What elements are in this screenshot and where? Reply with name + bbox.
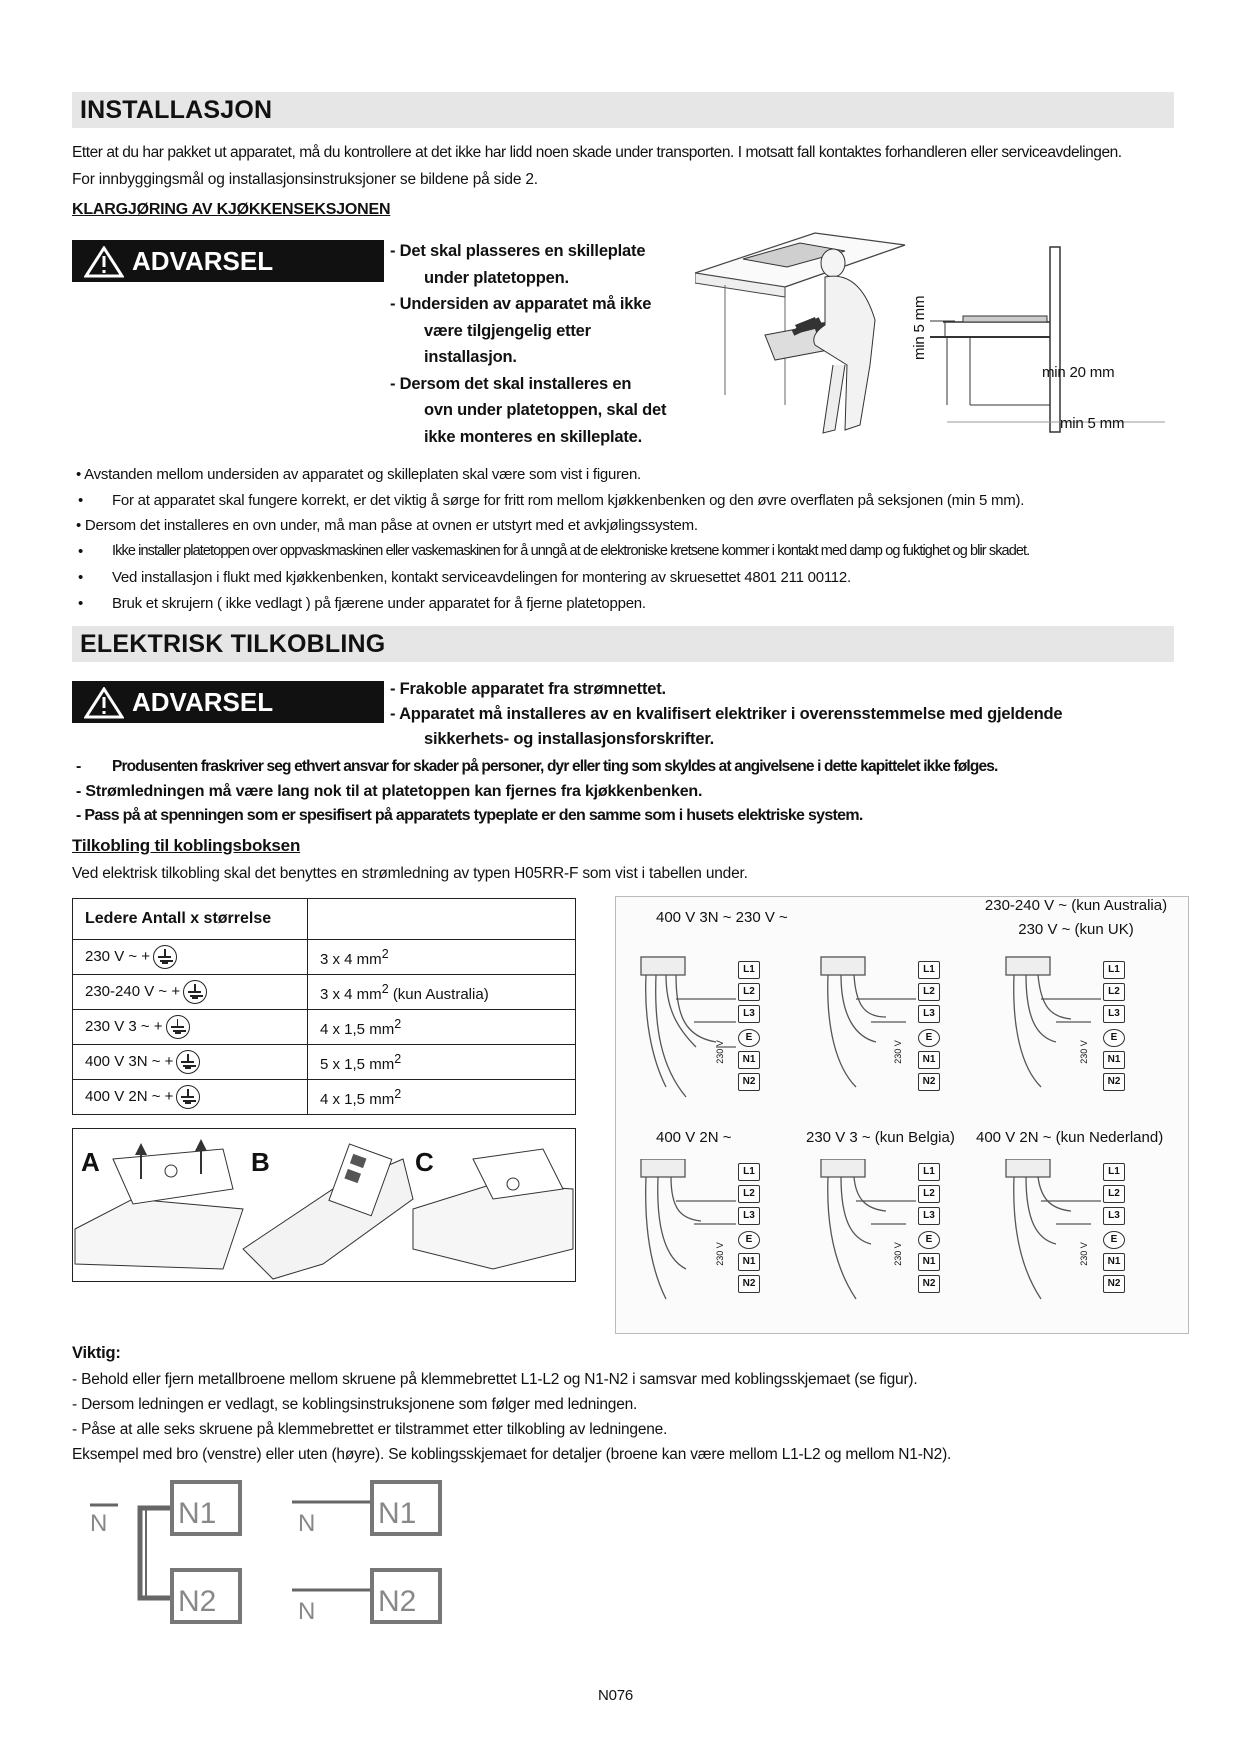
warning-banner-electrical — [72, 681, 384, 723]
terminal-l3: L3 — [918, 1207, 940, 1225]
figure-letter-a: A — [81, 1147, 100, 1177]
table-cell-cable — [308, 1010, 576, 1045]
terminal-n1: N1 — [1103, 1051, 1125, 1069]
wiring-label: 230-240 V ~ (kun Australia) — [984, 897, 1168, 914]
wiring-label: 400 V 3N ~ 230 V ~ — [656, 909, 788, 926]
junction-box-subheading: Tilkobling til koblingsboksen — [72, 836, 301, 855]
installation-intro-2: For innbyggingsmål og installasjonsinstruksjoner se bildene på side 2. — [72, 171, 538, 188]
cable-text: 4 x 1,5 mm — [320, 1090, 395, 1108]
supply-text: 400 V 2N ~ + — [85, 1087, 174, 1105]
voltage-tag: 230 V — [1078, 1242, 1089, 1266]
warning-line: - Apparatet må installeres av en kvalifisert elektriker i overensstemmelse med gjeldende — [390, 705, 1063, 723]
wiring-label: 400 V 2N ~ (kun Nederland) — [976, 1129, 1164, 1146]
warning-triangle-icon — [84, 687, 124, 719]
supply-text: 400 V 3N ~ + — [85, 1052, 174, 1070]
table-cell-cable — [308, 1080, 576, 1115]
table-row — [73, 1010, 576, 1045]
abc-figure — [72, 1128, 576, 1282]
cable-text: 4 x 1,5 mm — [320, 1020, 395, 1038]
table-cell-cable — [308, 940, 576, 975]
table-cell-cable — [308, 975, 576, 1010]
voltage-tag: 230 V — [714, 1040, 725, 1064]
wiring-label: 230 V ~ (kun UK) — [1018, 921, 1134, 938]
terminal-n2: N2 — [1103, 1073, 1125, 1091]
warning-line: være tilgjengelig etter — [424, 321, 591, 340]
table-header-empty — [308, 899, 576, 940]
warning-line: ikke monteres en skilleplate. — [424, 427, 642, 446]
bullet-dot: • — [78, 569, 84, 586]
installation-bullet: Ved installasjon i flukt med kjøkkenbenken, kontakt serviceavdelingen for montering av skruesettet 4801 211 00112. — [112, 569, 851, 586]
voltage-check-line: - Pass på at spenningen som er spesifisert på apparatets typeplate er den samme som i husets elektriske system. — [76, 807, 863, 824]
cable-text: 5 x 1,5 mm — [320, 1055, 395, 1073]
terminal-l3: L3 — [738, 1005, 760, 1023]
electrical-section-bar — [72, 626, 1174, 662]
voltage-tag: 230 V — [714, 1242, 725, 1266]
warning-line: sikkerhets- og installasjonsforskrifter. — [424, 730, 715, 748]
cable-text: 3 x 4 mm — [320, 950, 382, 968]
terminal-l2: L2 — [918, 983, 940, 1001]
cable-sup: 2 — [394, 1051, 402, 1066]
warning-triangle-icon — [84, 246, 124, 278]
figure-letter-b: B — [251, 1147, 270, 1177]
table-cell-supply — [73, 940, 308, 975]
warning-label: ADVARSEL — [132, 687, 274, 717]
table-cell-supply — [73, 1010, 308, 1045]
terminal-earth: E — [1103, 1029, 1125, 1047]
electrical-warning-text — [390, 677, 1062, 752]
cable-length-line: - Strømledningen må være lang nok til at platetoppen kan fjernes fra kjøkkenbenken. — [76, 783, 703, 800]
table-header-row — [73, 899, 576, 940]
warning-line: - Undersiden av apparatet må ikke — [390, 295, 652, 313]
cable-text: 3 x 4 mm — [320, 985, 382, 1003]
warning-line: - Dersom det skal installeres en — [390, 374, 632, 393]
terminal-n2: N2 — [918, 1073, 940, 1091]
terminal-earth: E — [738, 1231, 760, 1249]
terminal-n1: N1 — [1103, 1253, 1125, 1271]
warning-line: - Frakoble apparatet fra strømnettet. — [390, 680, 666, 698]
installation-heading: INSTALLASJON — [80, 96, 273, 124]
diagram-label-min5-vertical: min 5 mm — [911, 295, 928, 360]
wiring-label: 230 V 3 ~ (kun Belgia) — [806, 1129, 955, 1146]
bridge-example-left — [80, 1480, 260, 1630]
terminal-n1: N1 — [738, 1253, 760, 1271]
earth-icon — [166, 1015, 190, 1039]
terminal-l2: L2 — [738, 983, 760, 1001]
supply-text: 230 V 3 ~ + — [85, 1017, 163, 1035]
terminal-l3: L3 — [918, 1005, 940, 1023]
warning-line: - Det skal plasseres en skilleplate — [390, 242, 646, 260]
cable-sup: 2 — [381, 981, 389, 996]
terminal-l2: L2 — [1103, 1185, 1125, 1203]
bullet-dot: • — [78, 543, 84, 560]
important-line: - Dersom ledningen er vedlagt, se koblingsinstruksjonene som følger med ledningen. — [72, 1396, 638, 1413]
bridge-label-n: N — [90, 1510, 108, 1537]
terminal-l2: L2 — [738, 1185, 760, 1203]
terminal-l3: L3 — [1103, 1005, 1125, 1023]
installation-bullet: • Dersom det installeres en ovn under, må man påse at ovnen er utstyrt med et avkjølingssystem. — [76, 517, 698, 534]
earth-icon — [176, 1050, 200, 1074]
kitchen-prep-subheading: KLARGJØRING AV KJØKKENSEKSJONEN — [72, 201, 391, 218]
terminal-l2: L2 — [918, 1185, 940, 1203]
table-cell-supply — [73, 1045, 308, 1080]
table-row — [73, 1080, 576, 1115]
important-line: Eksempel med bro (venstre) eller uten (høyre). Se koblingsskjemaet for detaljer (broene kan være mellom L1-L2 og mellom N1-N2). — [72, 1446, 952, 1463]
terminal-l1: L1 — [738, 1163, 760, 1181]
terminal-earth: E — [918, 1029, 940, 1047]
cable-sup: 2 — [394, 1086, 402, 1101]
terminal-n2: N2 — [918, 1275, 940, 1293]
wiring-label: 400 V 2N ~ — [656, 1129, 732, 1146]
table-cell-supply — [73, 1080, 308, 1115]
liability-line: Produsenten fraskriver seg ethvert ansvar for skader på personer, dyr eller ting som skyldes at angivelsene i dette kapittelet ikke følges. — [112, 758, 998, 775]
terminal-n2: N2 — [738, 1275, 760, 1293]
earth-icon — [176, 1085, 200, 1109]
bridge-label-n1: N1 — [178, 1497, 217, 1530]
bridge-label-n2: N2 — [378, 1585, 417, 1618]
terminal-l2: L2 — [1103, 983, 1125, 1001]
warning-label: ADVARSEL — [132, 246, 274, 276]
voltage-tag: 230 V — [892, 1040, 903, 1064]
terminal-l3: L3 — [738, 1207, 760, 1225]
diagram-label-min20: min 20 mm — [1042, 364, 1115, 381]
cable-type-text: Ved elektrisk tilkobling skal det benyttes en strømledning av typen H05RR-F som vist i tabellen under. — [72, 865, 748, 882]
cable-sup: 2 — [381, 946, 389, 961]
wiring-diagrams-panel — [615, 896, 1189, 1334]
table-header: Ledere Antall x størrelse — [73, 899, 308, 940]
supply-text: 230 V ~ + — [85, 947, 151, 965]
important-line: - Påse at alle seks skruene på klemmebrettet er tilstrammet etter tilkobling av ledningene. — [72, 1421, 668, 1438]
installation-section-bar — [72, 92, 1174, 128]
bridge-label-n: N — [298, 1510, 316, 1537]
figure-letter-c: C — [415, 1147, 434, 1177]
diagram-label-min5: min 5 mm — [1060, 415, 1125, 432]
terminal-n2: N2 — [738, 1073, 760, 1091]
terminal-earth: E — [738, 1029, 760, 1047]
terminal-n1: N1 — [918, 1051, 940, 1069]
earth-icon — [183, 980, 207, 1004]
installation-bullet: Ikke installer platetoppen over oppvaskmaskinen eller vaskemaskinen for å unngå at de elektroniske kretsene kommer i kontakt med damp og fuktighet og blir skadet. — [112, 543, 1030, 559]
supply-text: 230-240 V ~ + — [85, 982, 181, 1000]
important-heading: Viktig: — [72, 1344, 121, 1362]
bullet-dot: • — [78, 492, 84, 509]
warning-banner-installation — [72, 240, 384, 282]
terminal-l1: L1 — [918, 961, 940, 979]
terminal-n2: N2 — [1103, 1275, 1125, 1293]
table-cell-supply — [73, 975, 308, 1010]
terminal-l1: L1 — [1103, 1163, 1125, 1181]
earth-icon — [153, 945, 177, 969]
terminal-earth: E — [918, 1231, 940, 1249]
terminal-n1: N1 — [918, 1253, 940, 1271]
installation-intro-1: Etter at du har pakket ut apparatet, må du kontrollere at det ikke har lidd noen skade under transporten. I motsatt fall kontaktes forhandleren eller serviceavdelingen. — [72, 144, 1122, 161]
cable-table — [72, 898, 576, 1115]
installation-bullet: For at apparatet skal fungere korrekt, er det viktig å sørge for fritt rom mellom kjøkkenbenken og den øvre overflaten på seksjonen (min 5 mm). — [112, 492, 1025, 509]
dash-marker: - — [76, 758, 82, 775]
installation-bullet: • Avstanden mellom undersiden av apparatet og skilleplaten skal være som vist i figuren. — [76, 466, 641, 483]
electrical-heading: ELEKTRISK TILKOBLING — [80, 630, 386, 658]
terminal-l1: L1 — [918, 1163, 940, 1181]
warning-line: ovn under platetoppen, skal det — [424, 401, 667, 419]
voltage-tag: 230 V — [892, 1242, 903, 1266]
table-cell-cable — [308, 1045, 576, 1080]
table-row — [73, 940, 576, 975]
table-row — [73, 975, 576, 1010]
terminal-l1: L1 — [738, 961, 760, 979]
terminal-n1: N1 — [738, 1051, 760, 1069]
cable-extra: (kun Australia) — [392, 985, 489, 1003]
terminal-l1: L1 — [1103, 961, 1125, 979]
table-row — [73, 1045, 576, 1080]
warning-line: installasjon. — [424, 348, 517, 366]
installation-warning-text — [390, 238, 666, 450]
installation-bullet: Bruk et skrujern ( ikke vedlagt ) på fjærene under apparatet for å fjerne platetoppen. — [112, 595, 646, 612]
abc-line-drawing — [73, 1129, 575, 1281]
bridge-label-n: N — [298, 1598, 316, 1625]
bridge-label-n2: N2 — [178, 1585, 217, 1618]
terminal-earth: E — [1103, 1231, 1125, 1249]
page-code: N076 — [598, 1687, 634, 1704]
voltage-tag: 230 V — [1078, 1040, 1089, 1064]
terminal-l3: L3 — [1103, 1207, 1125, 1225]
important-line: - Behold eller fjern metallbroene mellom skruene på klemmebrettet L1-L2 og N1-N2 i samsvar med koblingsskjemaet (se figur). — [72, 1371, 918, 1388]
cable-sup: 2 — [394, 1016, 402, 1031]
warning-line: under platetoppen. — [424, 268, 569, 287]
bullet-dot: • — [78, 595, 84, 612]
bridge-label-n1: N1 — [378, 1497, 417, 1530]
